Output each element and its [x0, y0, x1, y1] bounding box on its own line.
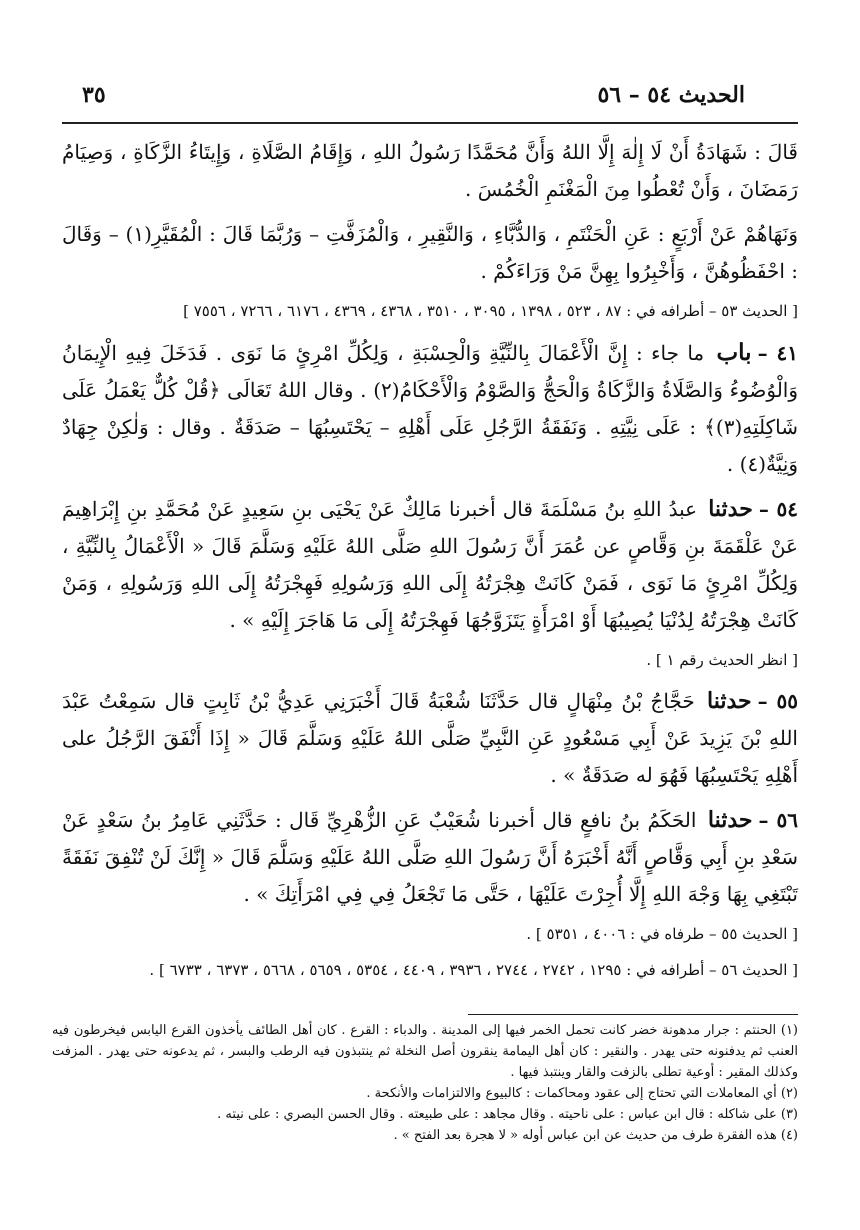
hadith-55 [62, 683, 798, 794]
chapter-text: ما جاء : إِنَّ الْأَعْمَالَ بِالنِّيَّةِ وَالْحِسْبَةِ ، وَلِكُلِّ امْرِئٍ مَا نَوَى . فَدَخَلَ فِيهِ الْإِيمَانُ وَالْوُضُوءُ وَالصَّلَاةُ وَالزَّكَاةُ وَالْحَجُّ وَالصَّوْمُ وَالْأَحْكَامُ(٢) . وقال اللهُ تَعَالَى ﴿قُلْ كُلٌّ يَعْمَلُ عَلَى شَاكِلَتِهِ(٣)﴾ : عَلَى نِيَّتِهِ . وَنَفَقَةُ الرَّجُلِ عَلَى أَهْلِهِ – يَحْتَسِبُهَا – صَدَقَةٌ . وقال : وَلٰكِنْ جِهَادٌ وَنِيَّةٌ(٤) . [62, 341, 799, 476]
chapter-number: ٤١ – [757, 341, 799, 365]
paragraph-shahada: قَالَ : شَهَادَةُ أَنْ لَا إِلٰهَ إِلَّا اللهُ وَأَنَّ مُحَمَّدًا رَسُولُ اللهِ ، وَإِقَامُ الصَّلَاةِ ، وَإِيتَاءُ الزَّكَاةِ ، وَصِيَامُ رَمَضَانَ ، وَأَنْ تُعْطُوا مِنَ الْمَغْنَمِ الْخُمُسَ . [62, 140, 798, 201]
hadith-55-haddathana: حدثنا [707, 688, 752, 714]
page-header [60, 82, 800, 116]
footnotes [52, 1020, 798, 1146]
reference-hadith-55: [ الحديث ٥٥ – طرفاه في : ٤٠٠٦ ، ٥٣٥١ ] . [526, 925, 798, 943]
footnote-4: (٤) هذه الفقرة طرف من حديث عن ابن عباس أوله « لا هجرة بعد الفتح » . [393, 1128, 798, 1143]
header-rule [62, 122, 798, 124]
hadith-56 [62, 802, 798, 913]
paragraph-prohibitions: وَنَهَاهُمْ عَنْ أَرْبَعٍ : عَنِ الْحَنْتَمِ ، وَالدُّبَّاءِ ، وَالنَّقِيرِ ، وَالْمُزَفَّتِ – وَرُبَّمَا قَالَ : الْمُقَيَّرِ(١) – وَقَالَ : احْفَظُوهُنَّ ، وَأَخْبِرُوا بِهِنَّ مَنْ وَرَاءَكُمْ . [62, 222, 798, 283]
reference-hadith-56: [ الحديث ٥٦ – أطرافه في : ١٢٩٥ ، ٢٧٤٢ ، ٢٧٤٤ ، ٣٩٣٦ ، ٤٤٠٩ ، ٥٣٥٤ ، ٥٦٥٩ ، ٥٦٦٨ ، ٦٣٧٣ ، ٦٧٣٣ ] . [149, 961, 798, 979]
reference-hadith-54: [ انظر الحديث رقم ١ ] . [646, 651, 798, 669]
running-head: الحديث ٥٤ – ٥٦ [597, 82, 745, 108]
footnote-1: (١) الحنتم : جرار مدهونة خضر كانت تحمل الخمر فيها إلى المدينة . والدباء : القرع . كان أهل الطائف يأخذون القرع اليابس فيخرطون فيه العنب ثم يدفنونه حتى يهدر . والنقير : كان أهل اليمامة ينقرون أصل النخلة ثم ينتبذون فيه الرطب والبسر ، ثم يدعونه حتى يهدر . المزفت وكذلك المقير : أوعية تطلى بالزفت والقار وينتبذ فيها . [52, 1023, 798, 1080]
hadith-55-text: حَجَّاجُ بْنُ مِنْهَالٍ قال حَدَّثَنَا شُعْبَةُ قَالَ أَخْبَرَنِي عَدِيُّ بْنُ ثَابِتٍ قال سَمِعْتُ عَبْدَ اللهِ بْنَ يَزِيدَ عَنْ أَبِي مَسْعُودٍ عَنِ النَّبِيِّ صَلَّى اللهُ عَلَيْهِ وَسَلَّمَ قَالَ « إِذَا أَنْفَقَ الرَّجُلُ على أَهْلِهِ يَحْتَسِبُهَا فَهُوَ له صَدَقَةٌ » . [62, 689, 798, 787]
reference-hadith-53: [ الحديث ٥٣ – أطرافه في : ٨٧ ، ٥٢٣ ، ١٣٩٨ ، ٣٠٩٥ ، ٣٥١٠ ، ٤٣٦٨ ، ٤٣٦٩ ، ٦١٧٦ ، ٧٢٦٦ ، ٧٥٥٦ ] [183, 302, 798, 320]
main-text [62, 134, 798, 993]
hadith-56-number: ٥٦ – [758, 808, 799, 832]
footnote-2: (٢) أي المعاملات التي تحتاج إلى عقود ومحاكمات : كالبيوع والالتزامات والأنكحة . [366, 1086, 798, 1101]
hadith-54-text: عبدُ اللهِ بنُ مَسْلَمَةَ قال أخبرنا مَالِكٌ عَنْ يَحْيَى بنِ سَعِيدٍ عَنْ مُحَمَّدِ بنِ إِبْرَاهِيمَ عَنْ عَلْقَمَةَ بنِ وَقَّاصٍ عن عُمَرَ أَنَّ رَسُولَ اللهِ صَلَّى اللهُ عَلَيْهِ وَسَلَّمَ قَالَ « الْأَعْمَالُ بِالنِّيَّةِ ، وَلِكُلِّ امْرِئٍ مَا نَوَى ، فَمَنْ كَانَتْ هِجْرَتُهُ إِلَى اللهِ وَرَسُولِهِ فَهِجْرَتُهُ إِلَى اللهِ وَرَسُولِهِ ، وَمَنْ كَانَتْ هِجْرَتُهُ لِدُنْيَا يُصِيبُهَا أَوْ امْرَأَةٍ يَتَزَوَّجُهَا فَهِجْرَتُهُ إِلَى مَا هَاجَرَ إِلَيْهِ » . [62, 497, 798, 632]
hadith-54 [62, 491, 798, 639]
chapter-41 [62, 334, 798, 483]
footnote-rule [468, 1014, 798, 1015]
hadith-55-number: ٥٥ – [757, 689, 799, 713]
page-number: ٣٥ [82, 82, 106, 108]
hadith-56-text: الحَكَمُ بنُ نافعٍ قال أخبرنا شُعَيْبٌ عَنِ الزُّهْرِيِّ قَال : حَدَّثَنِي عَامِرُ بنُ سَعْدٍ عَنْ سَعْدِ بنِ أَبِي وَقَّاصٍ أَنَّهُ أَخْبَرَهُ أَنَّ رَسُولَ اللهِ صَلَّى اللهُ عَلَيْهِ وَسَلَّمَ قَالَ « إِنَّكَ لَنْ تُنْفِقَ نَفَقَةً تَبْتَغِي بِهَا وَجْهَ اللهِ إِلَّا أُجِرْتَ عَلَيْهَا ، حَتَّى مَا تَجْعَلُ فِي فِي امْرَأَتِكَ » . [62, 808, 798, 906]
footnote-3: (٣) على شاكله : قال ابن عباس : على ناحيته . وقال مجاهد : على طبيعته . وقال الحسن البصري : على نيته . [217, 1107, 798, 1122]
hadith-56-haddathana: حدثنا [707, 807, 753, 833]
hadith-54-haddathana: حدثنا [708, 496, 753, 522]
chapter-word: باب [716, 339, 752, 366]
hadith-54-number: ٥٤ – [758, 497, 799, 521]
